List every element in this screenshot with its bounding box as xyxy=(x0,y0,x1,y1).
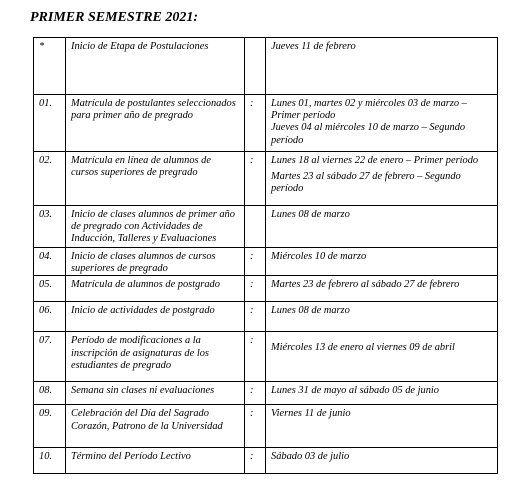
date-cell xyxy=(266,332,498,382)
date-cell xyxy=(266,206,498,248)
separator-cell: : xyxy=(245,95,266,152)
table-row xyxy=(34,382,498,405)
date-line: Sábado 03 de julio xyxy=(271,451,350,463)
calendar-table xyxy=(33,37,498,474)
semester-heading: PRIMER SEMESTRE 2021: xyxy=(30,10,199,25)
row-number: * xyxy=(34,38,66,95)
activity-cell: Matrícula en línea de alumnos de cursos superiores de pregrado xyxy=(66,152,245,206)
separator-cell: : xyxy=(245,405,266,448)
date-line: Jueves 11 de febrero xyxy=(271,41,356,52)
row-number: 02. xyxy=(34,152,66,206)
table-row xyxy=(34,206,498,248)
date-line: Lunes 31 de mayo al sábado 05 de junio xyxy=(271,385,439,397)
date-line: Lunes 18 al viernes 22 de enero – Primer período xyxy=(271,155,479,166)
separator-cell: : xyxy=(245,332,266,382)
activity-cell: Inicio de clases alumnos de primer año de pregrado con Actividades de Inducción, Talleres y Evaluaciones xyxy=(66,206,245,248)
date-line: Lunes 08 de marzo xyxy=(271,305,350,317)
separator-cell: : xyxy=(245,302,266,332)
table-row xyxy=(34,332,498,382)
activity-cell: Semana sin clases ni evaluaciones xyxy=(66,382,245,405)
separator-cell: : xyxy=(245,152,266,206)
row-number: 05. xyxy=(34,276,66,302)
date-cell xyxy=(266,382,498,405)
date-cell xyxy=(266,448,498,474)
table-row xyxy=(34,302,498,332)
activity-cell: Celebración del Día del Sagrado Corazón, Patrono de la Universidad xyxy=(66,405,245,448)
activity-cell: Inicio de Etapa de Postulaciones xyxy=(66,38,245,95)
separator-cell: : xyxy=(245,248,266,276)
date-line: Martes 23 de febrero al sábado 27 de febrero xyxy=(271,279,460,291)
row-number: 03. xyxy=(34,206,66,248)
row-number: 09. xyxy=(34,405,66,448)
table-row xyxy=(34,38,498,95)
row-number: 08. xyxy=(34,382,66,405)
date-cell xyxy=(266,248,498,276)
activity-cell: Término del Período Lectivo xyxy=(66,448,245,474)
row-number: 01. xyxy=(34,95,66,152)
separator-cell: : xyxy=(245,448,266,474)
separator-cell: : xyxy=(245,276,266,302)
table-row xyxy=(34,248,498,276)
date-cell xyxy=(266,38,498,95)
date-line: Viernes 11 de junio xyxy=(271,408,351,420)
activity-cell: Matrícula de postulantes seleccionados para primer año de pregrado xyxy=(66,95,245,152)
separator-cell: : xyxy=(245,382,266,405)
date-line: Lunes 01, martes 02 y miércoles 03 de marzo – Primer período xyxy=(271,98,467,122)
table-row xyxy=(34,152,498,206)
activity-cell: Período de modificaciones a la inscripción de asignaturas de los estudiantes de pregrado xyxy=(66,332,245,382)
activity-cell: Matrícula de alumnos de postgrado xyxy=(66,276,245,302)
date-line: Miércoles 10 de marzo xyxy=(271,251,367,262)
date-cell xyxy=(266,95,498,152)
date-line: Martes 23 al sábado 27 de febrero – Segundo período xyxy=(271,171,461,195)
activity-cell: Inicio de actividades de postgrado xyxy=(66,302,245,332)
date-cell xyxy=(266,152,498,206)
table-row xyxy=(34,448,498,474)
row-number: 10. xyxy=(34,448,66,474)
table-row xyxy=(34,276,498,302)
table-row xyxy=(34,405,498,448)
date-line: Jueves 04 al miércoles 10 de marzo – Segundo período xyxy=(271,122,466,146)
activity-cell: Inicio de clases alumnos de cursos superiores de pregrado xyxy=(66,248,245,276)
row-number: 06. xyxy=(34,302,66,332)
table-row xyxy=(34,95,498,152)
separator-cell xyxy=(245,206,266,248)
separator-cell xyxy=(245,38,266,95)
date-cell xyxy=(266,302,498,332)
date-line: Miércoles 13 de enero al viernes 09 de abril xyxy=(271,342,455,354)
date-line: Lunes 08 de marzo xyxy=(271,209,350,220)
row-number: 04. xyxy=(34,248,66,276)
row-number: 07. xyxy=(34,332,66,382)
date-cell xyxy=(266,276,498,302)
date-cell xyxy=(266,405,498,448)
